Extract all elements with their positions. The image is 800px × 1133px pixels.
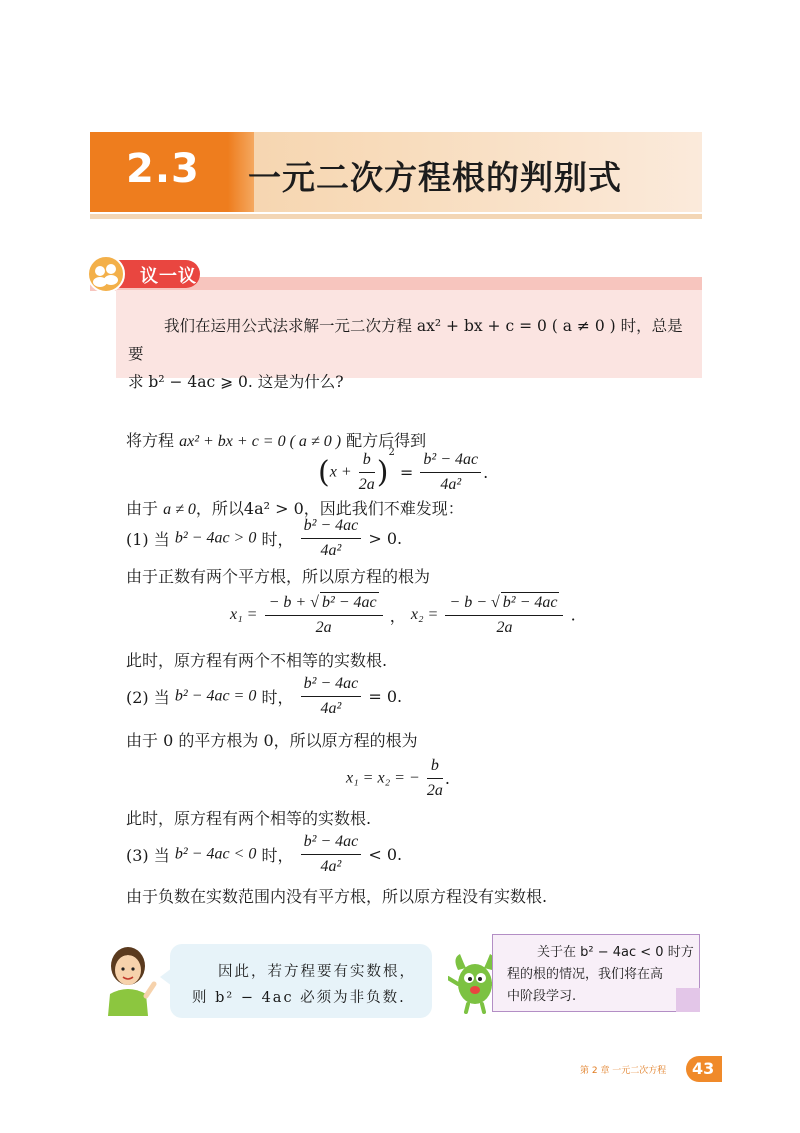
text-suffix: 配方后得到 bbox=[346, 431, 427, 450]
fraction-b-over-2a bbox=[427, 756, 443, 801]
discuss-line-2: 求 b² − 4ac ⩾ 0. 这是为什么? bbox=[128, 373, 344, 391]
numerator: b² − 4ac bbox=[301, 832, 362, 855]
denominator: 4a² bbox=[320, 700, 342, 717]
double-root-label: x₁ = x₂ = − bbox=[346, 769, 420, 787]
section-number-block bbox=[90, 132, 228, 212]
note-box bbox=[492, 934, 700, 1012]
text-middle: ，所以4a² > 0，因此我们不难发现： bbox=[195, 499, 464, 518]
equation-inline: ax² + bx + c = 0 ( a ≠ 0 ) bbox=[179, 433, 342, 450]
people-icon bbox=[86, 254, 126, 294]
case-2 bbox=[126, 674, 402, 719]
note-line-2: 程的根的情况，我们将在高 bbox=[507, 967, 664, 982]
teacher-line-1: 因此，若方程要有实数根， bbox=[218, 964, 416, 980]
numerator: b bbox=[359, 450, 375, 473]
case-label: (1) 当 bbox=[126, 530, 170, 549]
body-line-5: 由于 0 的平方根为 0，所以原方程的根为 bbox=[126, 731, 418, 750]
case-label: (2) 当 bbox=[126, 688, 170, 707]
completed-square-equation: (x + $\frac{b}{2a}$ )$^2$ = $\frac{\text{b² − 4ac}}{\text{4a²}}$ . bbox=[318, 447, 489, 493]
case-condition: b² − 4ac = 0 bbox=[174, 687, 257, 705]
numerator: − b + √ b² − 4ac bbox=[265, 592, 383, 616]
discuss-question bbox=[128, 312, 690, 396]
section-banner bbox=[90, 132, 702, 212]
case-relation: > 0. bbox=[368, 529, 403, 548]
body-line-3: 由于正数有两个平方根，所以原方程的根为 bbox=[126, 567, 431, 586]
fraction-discriminant bbox=[420, 450, 481, 495]
case-when: 时， bbox=[261, 846, 294, 865]
x2-label: x₂ = bbox=[410, 606, 439, 623]
case-condition: b² − 4ac < 0 bbox=[174, 845, 257, 863]
denominator: 2a bbox=[426, 782, 443, 799]
radicand: b² − 4ac bbox=[321, 594, 377, 611]
section-title: 一元二次方程根的判别式 bbox=[248, 158, 622, 197]
banner-underline bbox=[90, 214, 702, 219]
fraction-discriminant bbox=[301, 516, 362, 561]
body-line-6: 此时，原方程有两个相等的实数根. bbox=[126, 809, 372, 828]
case-3 bbox=[126, 832, 402, 877]
note-page-fold bbox=[676, 988, 700, 1012]
double-root: x₁ = x₂ = − $\frac{b}{2a}$ . bbox=[346, 757, 450, 799]
discuss-line-1: 我们在运用公式法求解一元二次方程 ax² + bx + c = 0 ( a ≠ 0 ) 时，总是要 bbox=[128, 317, 683, 363]
numerator: b² − 4ac bbox=[301, 516, 362, 539]
case-relation: < 0. bbox=[368, 845, 403, 864]
text-prefix: 由于 bbox=[126, 499, 159, 518]
fraction-discriminant bbox=[301, 674, 362, 719]
case-relation: = 0. bbox=[368, 687, 403, 706]
text-prefix: 将方程 bbox=[126, 431, 175, 450]
numerator: − b − √ b² − 4ac bbox=[445, 592, 563, 616]
note-line-3: 中阶段学习. bbox=[507, 989, 577, 1004]
denominator: 4a² bbox=[440, 476, 462, 493]
fraction-root-plus bbox=[265, 592, 383, 638]
case-condition: b² − 4ac > 0 bbox=[174, 529, 257, 547]
denominator: 2a bbox=[358, 476, 375, 493]
denominator: 4a² bbox=[320, 542, 342, 559]
numerator: b² − 4ac bbox=[420, 450, 481, 473]
case-label: (3) 当 bbox=[126, 846, 170, 865]
root-minus-prefix: − b − bbox=[449, 594, 487, 611]
x-plus: x + bbox=[329, 463, 352, 481]
numerator: b bbox=[427, 756, 443, 779]
discuss-tag-label: 议一议 bbox=[140, 266, 197, 287]
fraction-discriminant bbox=[301, 832, 362, 877]
teacher-illustration bbox=[100, 944, 158, 1016]
body-line-4: 此时，原方程有两个不相等的实数根. bbox=[126, 651, 388, 670]
fraction-root-minus bbox=[445, 592, 563, 638]
denominator: 4a² bbox=[320, 858, 342, 875]
section-number: 2.3 bbox=[126, 146, 200, 192]
note-line-1: 关于在 b² − 4ac < 0 时方 bbox=[537, 945, 694, 960]
teacher-line-2: 则 b² − 4ac 必须为非负数. bbox=[192, 990, 406, 1006]
denominator: 2a bbox=[496, 619, 513, 636]
case-when: 时， bbox=[261, 688, 294, 707]
numerator: b² − 4ac bbox=[301, 674, 362, 697]
page-number: 43 bbox=[692, 1059, 715, 1078]
root-plus-prefix: − b + bbox=[268, 594, 307, 611]
radicand: b² − 4ac bbox=[502, 594, 558, 611]
case-1 bbox=[126, 516, 402, 561]
teacher-speech-bubble bbox=[170, 944, 432, 1018]
footer-chapter: 第 2 章 一元二次方程 bbox=[580, 1066, 667, 1076]
roots-distinct: x₁ = $\frac{\text{− b + √ b² − 4ac}}{2a}$ ， x₂ = $\frac{\text{− b − √ b² − 4ac}}{2a}$ . bbox=[230, 594, 576, 636]
x1-label: x₁ = bbox=[230, 606, 258, 623]
body-line-7: 由于负数在实数范围内没有平方根，所以原方程没有实数根. bbox=[126, 887, 548, 906]
denominator: 2a bbox=[315, 619, 332, 636]
discuss-tag bbox=[114, 260, 200, 288]
page-number-tab bbox=[686, 1056, 722, 1082]
fraction-b-over-2a bbox=[359, 450, 375, 495]
case-when: 时， bbox=[261, 530, 294, 549]
condition: a ≠ 0 bbox=[163, 501, 196, 518]
